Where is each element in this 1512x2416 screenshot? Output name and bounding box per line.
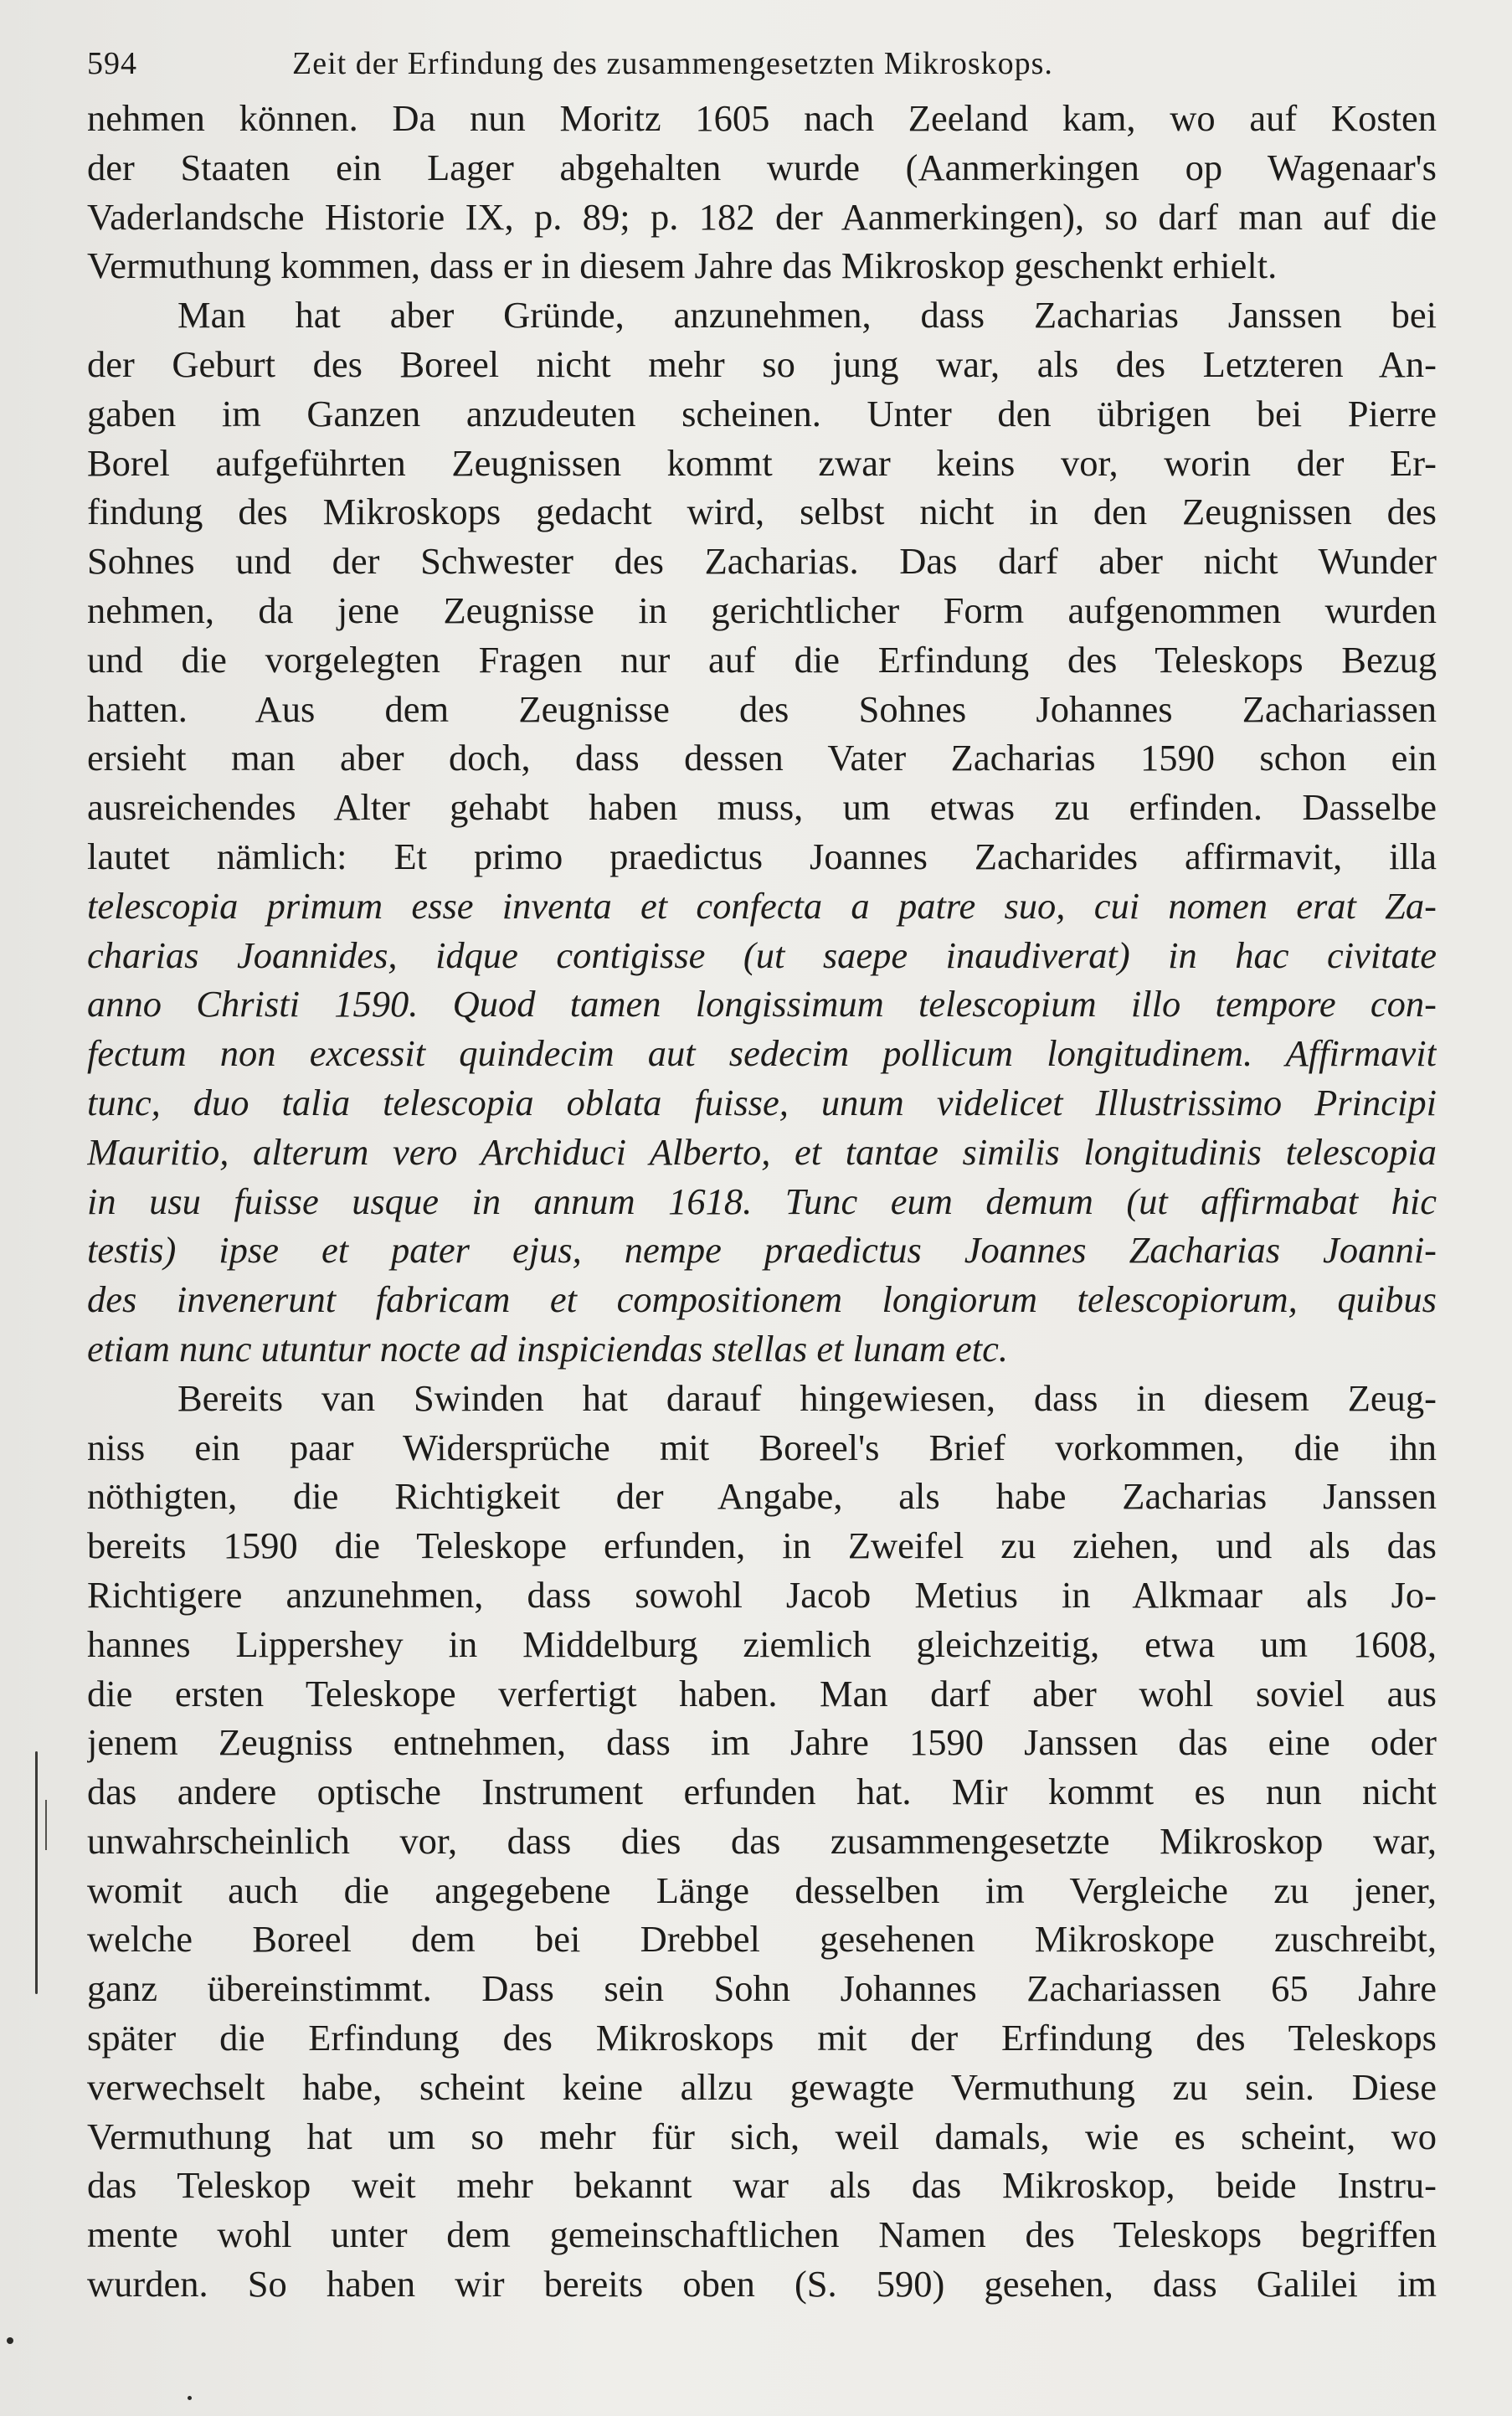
text-line: der Staaten ein Lager abgehalten wurde (Aanmerkingen op Wagenaar's bbox=[87, 146, 1437, 188]
text-line: der Geburt des Boreel nicht mehr so jung war, als des Letzteren An- bbox=[87, 342, 1437, 385]
latin-quote-line: des invenerunt fabricam et compositionem longiorum telescopiorum, quibus bbox=[87, 1278, 1437, 1321]
text-line: später die Erfindung des Mikroskops mit der Erfindung des Teleskops bbox=[87, 2017, 1437, 2059]
text-line: die ersten Teleskope verfertigt haben. Man darf aber wohl soviel aus bbox=[87, 1672, 1437, 1714]
text-line: Vermuthung kommen, dass er in diesem Jahre das Mikroskop geschenkt erhielt. bbox=[87, 244, 1278, 287]
latin-quote-line: tunc, duo talia telescopia oblata fuisse, unum videlicet Illustrissimo Principi bbox=[87, 1081, 1437, 1123]
text-line: nehmen können. Da nun Moritz 1605 nach Zeeland kam, wo auf Kosten bbox=[87, 97, 1437, 139]
text-line: ausreichendes Alter gehabt haben muss, um etwas zu erfinden. Dasselbe bbox=[87, 786, 1437, 829]
latin-quote-line: etiam nunc utuntur nocte ad inspiciendas stellas et lunam etc. bbox=[87, 1327, 1008, 1370]
text-line: verwechselt habe, scheint keine allzu gewagte Vermuthung zu sein. Diese bbox=[87, 2065, 1437, 2108]
text-line: bereits 1590 die Teleskope erfunden, in Zweifel zu ziehen, und als das bbox=[87, 1524, 1437, 1567]
text-line: ganz übereinstimmt. Dass sein Sohn Johannes Zachariassen 65 Jahre bbox=[87, 1967, 1437, 2010]
text-line: Vermuthung hat um so mehr für sich, weil damals, wie es scheint, wo bbox=[87, 2115, 1437, 2157]
text-line: das andere optische Instrument erfunden hat. Mir kommt es nun nicht bbox=[87, 1771, 1437, 1813]
text-line: das Teleskop weit mehr bekannt war als das Mikroskop, beide Instru- bbox=[87, 2164, 1437, 2207]
margin-pencil-mark bbox=[35, 1751, 38, 1994]
ink-speck bbox=[188, 2396, 192, 2400]
text-line: unwahrscheinlich vor, dass dies das zusammengesetzte Mikroskop war, bbox=[87, 1819, 1437, 1862]
text-line: hannes Lippershey in Middelburg ziemlich gleichzeitig, etwa um 1608, bbox=[87, 1622, 1437, 1665]
latin-quote-line: fectum non excessit quindecim aut sedecim pollicum longitudinem. Affirmavit bbox=[87, 1032, 1437, 1075]
paragraph-start-line: Man hat aber Gründe, anzunehmen, dass Zacharias Janssen bei bbox=[177, 294, 1437, 337]
page-header bbox=[87, 45, 1437, 95]
ink-speck bbox=[7, 2337, 13, 2344]
text-line: findung des Mikroskops gedacht wird, selbst nicht in den Zeugnissen des bbox=[87, 491, 1437, 533]
text-line: Richtigere anzunehmen, dass sowohl Jacob Metius in Alkmaar als Jo- bbox=[87, 1573, 1437, 1616]
text-line: nehmen, da jene Zeugnisse in gerichtlicher Form aufgenommen wurden bbox=[87, 589, 1437, 631]
text-line: nöthigten, die Richtigkeit der Angabe, als habe Zacharias Janssen bbox=[87, 1475, 1437, 1518]
text-line: Borel aufgeführten Zeugnissen kommt zwar keins vor, worin der Er- bbox=[87, 441, 1437, 484]
text-line: womit auch die angegebene Länge desselben im Vergleiche zu jener, bbox=[87, 1869, 1437, 1911]
running-title: Zeit der Erfindung des zusammengesetzten Mikroskops. bbox=[292, 46, 1053, 81]
latin-quote-line: anno Christi 1590. Quod tamen longissimum telescopium illo tempore con- bbox=[87, 983, 1437, 1026]
body-text bbox=[87, 94, 1437, 2309]
text-line: hatten. Aus dem Zeugnisse des Sohnes Johannes Zachariassen bbox=[87, 687, 1437, 730]
text-line: niss ein paar Widersprüche mit Boreel's Brief vorkommen, die ihn bbox=[87, 1426, 1437, 1468]
latin-quote-line: Mauritio, alterum vero Archiduci Alberto, et tantae similis longitudinis telescopia bbox=[87, 1130, 1437, 1173]
latin-quote-line: telescopia primum esse inventa et confecta a patre suo, cui nomen erat Za- bbox=[87, 884, 1437, 927]
paragraph-start-line: Bereits van Swinden hat darauf hingewiesen, dass in diesem Zeug- bbox=[177, 1376, 1437, 1419]
latin-quote-line: charias Joannides, idque contigisse (ut saepe inaudiverat) in hac civitate bbox=[87, 933, 1437, 976]
text-line: und die vorgelegten Fragen nur auf die Erfindung des Teleskops Bezug bbox=[87, 638, 1437, 681]
margin-pencil-mark bbox=[45, 1800, 47, 1850]
text-line: wurden. So haben wir bereits oben (S. 590) gesehen, dass Galilei im bbox=[87, 2263, 1437, 2305]
latin-quote-line: in usu fuisse usque in annum 1618. Tunc eum demum (ut affirmabat hic bbox=[87, 1180, 1437, 1222]
text-line: gaben im Ganzen anzudeuten scheinen. Unter den übrigen bei Pierre bbox=[87, 392, 1437, 434]
text-line: welche Boreel dem bei Drebbel gesehenen Mikroskope zuschreibt, bbox=[87, 1918, 1437, 1961]
text-line: jenem Zeugniss entnehmen, dass im Jahre 1590 Janssen das eine oder bbox=[87, 1721, 1437, 1764]
latin-quote-line: testis) ipse et pater ejus, nempe praedictus Joannes Zacharias Joanni- bbox=[87, 1229, 1437, 1272]
text-line: mente wohl unter dem gemeinschaftlichen Namen des Teleskops begriffen bbox=[87, 2213, 1437, 2256]
text-line: ersieht man aber doch, dass dessen Vater Zacharias 1590 schon ein bbox=[87, 737, 1437, 779]
text-line: lautet nämlich: Et primo praedictus Joannes Zacharides affirmavit, illa bbox=[87, 835, 1437, 877]
page-number: 594 bbox=[87, 46, 137, 81]
text-line: Vaderlandsche Historie IX, p. 89; p. 182 der Aanmerkingen), so darf man auf die bbox=[87, 195, 1437, 238]
text-line: Sohnes und der Schwester des Zacharias. Das darf aber nicht Wunder bbox=[87, 540, 1437, 583]
